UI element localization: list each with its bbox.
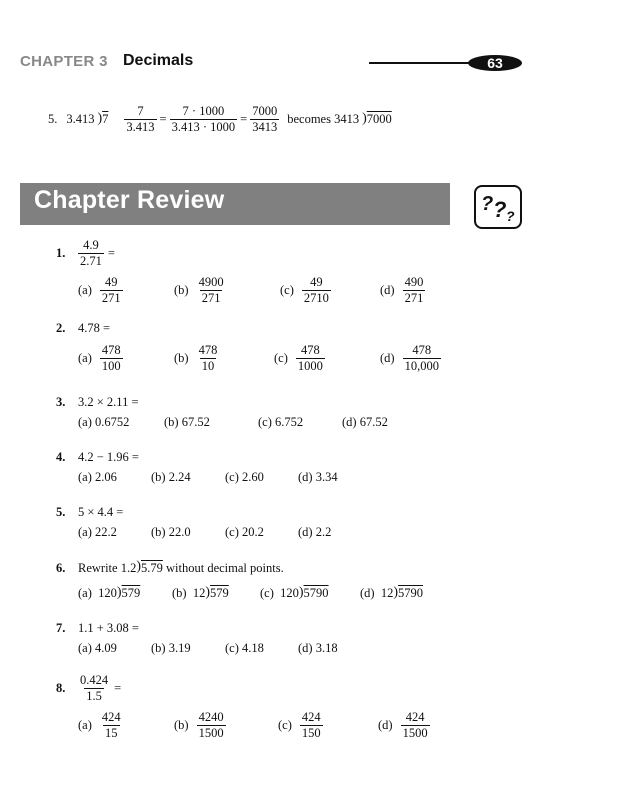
fraction-3 xyxy=(250,104,279,135)
fraction-denominator: 1000 xyxy=(297,359,323,373)
header-rule xyxy=(369,62,479,64)
option-divisor: 120 xyxy=(98,586,117,600)
svg-text:?: ? xyxy=(493,197,507,222)
answer-option[interactable] xyxy=(278,710,354,741)
fraction-numerator: 7 xyxy=(137,104,144,118)
question-stem: 3.2 × 2.11 = xyxy=(78,395,139,409)
fraction-numerator: 490 xyxy=(404,275,424,289)
equals-sign: = xyxy=(107,246,115,260)
option-fraction xyxy=(302,275,331,306)
answer-option[interactable]: (c) 2.60 xyxy=(225,470,264,484)
fraction-denominator: 15 xyxy=(105,726,118,740)
division-bracket: ) xyxy=(116,585,122,600)
question-6-options xyxy=(78,586,423,602)
answer-option[interactable]: (d) 67.52 xyxy=(342,415,388,429)
question-stem-pre: Rewrite 1.2 xyxy=(78,560,137,575)
chapter-label: CHAPTER 3 xyxy=(20,53,108,70)
question-fraction xyxy=(78,673,110,704)
option-fraction xyxy=(197,275,226,306)
option-label: (a) xyxy=(78,351,92,365)
question-4 xyxy=(56,450,139,465)
fraction-denominator: 271 xyxy=(101,291,121,305)
question-number: 4. xyxy=(56,450,66,464)
fraction-denominator: 2710 xyxy=(303,291,329,305)
fraction-numerator: 478 xyxy=(301,343,320,357)
option-dividend: 579 xyxy=(210,586,229,600)
option-label: (d) xyxy=(380,283,395,297)
svg-text:?: ? xyxy=(481,193,494,215)
question-stem: 4.2 − 1.96 = xyxy=(78,450,139,464)
division-bracket: ) xyxy=(97,110,103,126)
fraction-denominator: 1500 xyxy=(198,726,224,740)
question-stem: 1.1 + 3.08 = xyxy=(78,621,139,635)
division-bracket: ) xyxy=(362,110,367,126)
option-fraction xyxy=(403,343,441,374)
division-bracket: ) xyxy=(136,559,141,574)
option-fraction xyxy=(197,710,226,741)
fraction-denominator: 271 xyxy=(201,291,221,305)
option-fraction xyxy=(300,710,323,741)
question-7 xyxy=(56,621,139,636)
answer-option[interactable] xyxy=(360,586,423,602)
question-number: 8. xyxy=(56,681,66,695)
question-2-options xyxy=(78,343,465,374)
example-dividend: 7 xyxy=(102,112,109,126)
answer-option[interactable] xyxy=(174,710,254,741)
example-divisor: 3.413 xyxy=(66,112,95,126)
fraction-numerator: 4900 xyxy=(198,275,224,289)
result-dividend: 7000 xyxy=(366,112,392,126)
question-8 xyxy=(56,673,121,704)
answer-option[interactable] xyxy=(78,275,150,306)
option-label: (a) xyxy=(78,718,92,732)
answer-option[interactable] xyxy=(380,275,425,306)
answer-option[interactable]: (d) 2.2 xyxy=(298,525,332,539)
fraction-numerator: 478 xyxy=(101,343,121,357)
fraction-numerator: 424 xyxy=(405,710,425,724)
answer-option[interactable] xyxy=(78,710,150,741)
svg-text:?: ? xyxy=(506,208,515,224)
answer-option[interactable]: (b) 22.0 xyxy=(151,525,191,539)
fraction-numerator: 7000 xyxy=(252,104,278,118)
equals-sign: = xyxy=(159,112,167,126)
option-label: (a) xyxy=(78,283,92,297)
becomes-text: becomes 3413 xyxy=(287,112,360,126)
question-number: 2. xyxy=(56,321,66,335)
equals-sign: = xyxy=(240,112,248,126)
division-bracket: ) xyxy=(298,585,304,600)
answer-option[interactable]: (d) 3.18 xyxy=(298,641,338,655)
question-number: 7. xyxy=(56,621,66,635)
fraction-denominator: 10,000 xyxy=(404,359,439,373)
option-dividend: 5790 xyxy=(303,586,329,600)
fraction-denominator: 1.5 xyxy=(86,689,102,703)
fraction-numerator: 4240 xyxy=(198,710,224,724)
question-6 xyxy=(56,560,284,576)
question-stem: 4.78 = xyxy=(78,321,111,335)
answer-option[interactable]: (d) 3.34 xyxy=(298,470,338,484)
division-bracket: ) xyxy=(393,585,398,600)
option-label: (d) xyxy=(380,351,395,365)
answer-option[interactable] xyxy=(280,275,356,306)
answer-option[interactable]: (c) 4.18 xyxy=(225,641,264,655)
option-fraction xyxy=(100,343,123,374)
option-label: (b) xyxy=(172,586,187,600)
option-label: (b) xyxy=(174,283,189,297)
option-fraction xyxy=(296,343,325,374)
fraction-denominator: 3.413 xyxy=(126,120,155,134)
question-5-options xyxy=(78,525,331,540)
question-4-options xyxy=(78,470,338,485)
page-number: 63 xyxy=(468,55,522,71)
equals-sign: = xyxy=(114,681,122,695)
fraction-denominator: 150 xyxy=(301,726,321,740)
fraction-numerator: 49 xyxy=(310,275,323,289)
question-fraction xyxy=(78,238,104,269)
option-label: (b) xyxy=(174,351,189,365)
option-fraction xyxy=(197,343,220,374)
option-fraction xyxy=(403,275,426,306)
answer-option[interactable]: (a) 2.06 xyxy=(78,470,117,484)
fraction-numerator: 7 · 1000 xyxy=(182,104,225,118)
question-3-options xyxy=(78,415,388,430)
fraction-denominator: 2.71 xyxy=(80,254,102,268)
example-label: 5. xyxy=(48,112,58,126)
question-8-options xyxy=(78,710,454,741)
answer-option[interactable]: (b) 2.24 xyxy=(151,470,191,484)
question-2 xyxy=(56,321,110,336)
option-label: (c) xyxy=(274,351,288,365)
question-3 xyxy=(56,395,139,410)
question-stem-dividend: 5.79 xyxy=(141,560,163,575)
example-5 xyxy=(48,104,392,135)
fraction-2 xyxy=(170,104,238,135)
answer-option[interactable] xyxy=(378,710,430,741)
answer-option[interactable]: (b) 67.52 xyxy=(164,415,210,429)
fraction-denominator: 3.413 · 1000 xyxy=(171,120,236,134)
fraction-denominator: 100 xyxy=(101,359,121,373)
answer-option[interactable]: (a) 4.09 xyxy=(78,641,117,655)
answer-option[interactable]: (a) 0.6752 xyxy=(78,415,130,429)
option-dividend: 579 xyxy=(121,586,141,600)
option-label: (b) xyxy=(174,718,189,732)
question-stem-post: without decimal points. xyxy=(162,560,284,575)
option-label: (d) xyxy=(378,718,393,732)
answer-option[interactable] xyxy=(174,275,256,306)
option-divisor: 12 xyxy=(192,586,206,600)
answer-option[interactable]: (b) 3.19 xyxy=(151,641,191,655)
answer-option[interactable] xyxy=(274,343,356,374)
answer-option[interactable] xyxy=(380,343,441,374)
option-fraction xyxy=(401,710,430,741)
question-1-options xyxy=(78,275,449,306)
answer-option[interactable]: (a) 22.2 xyxy=(78,525,117,539)
fraction-numerator: 478 xyxy=(198,343,218,357)
option-label: (a) xyxy=(78,586,92,600)
fraction-denominator: 1500 xyxy=(402,726,428,740)
option-fraction xyxy=(100,710,123,741)
review-title: Chapter Review xyxy=(34,186,225,214)
fraction-numerator: 4.9 xyxy=(83,238,99,252)
answer-option[interactable] xyxy=(78,343,150,374)
question-marks-icon xyxy=(474,185,522,229)
fraction-denominator: 3413 xyxy=(252,120,278,134)
answer-option[interactable] xyxy=(260,586,360,602)
option-divisor: 120 xyxy=(280,586,299,600)
fraction-1 xyxy=(124,104,156,135)
question-5 xyxy=(56,505,123,520)
answer-option[interactable] xyxy=(172,586,260,602)
option-label: (c) xyxy=(280,283,294,297)
fraction-numerator: 478 xyxy=(412,343,432,357)
option-dividend: 5790 xyxy=(398,586,423,600)
question-1 xyxy=(56,238,115,269)
fraction-denominator: 10 xyxy=(201,359,215,373)
question-number: 5. xyxy=(56,505,66,519)
question-7-options xyxy=(78,641,338,656)
fraction-numerator: 424 xyxy=(301,710,321,724)
answer-option[interactable]: (c) 20.2 xyxy=(225,525,264,539)
answer-option[interactable] xyxy=(174,343,250,374)
chapter-title: Decimals xyxy=(123,52,194,69)
option-fraction xyxy=(100,275,123,306)
question-stem: 5 × 4.4 = xyxy=(78,505,124,519)
question-number: 1. xyxy=(56,246,66,260)
option-label: (c) xyxy=(260,586,274,600)
division-bracket: ) xyxy=(205,585,210,600)
question-number: 6. xyxy=(56,560,66,575)
option-label: (c) xyxy=(278,718,292,732)
answer-option[interactable]: (c) 6.752 xyxy=(258,415,304,429)
answer-option[interactable] xyxy=(78,586,172,602)
fraction-numerator: 49 xyxy=(105,275,118,289)
question-number: 3. xyxy=(56,395,66,409)
option-label: (d) xyxy=(360,586,375,600)
fraction-numerator: 0.424 xyxy=(80,673,109,687)
option-divisor: 12 xyxy=(380,586,394,600)
fraction-numerator: 424 xyxy=(101,710,121,724)
fraction-denominator: 271 xyxy=(404,291,424,305)
